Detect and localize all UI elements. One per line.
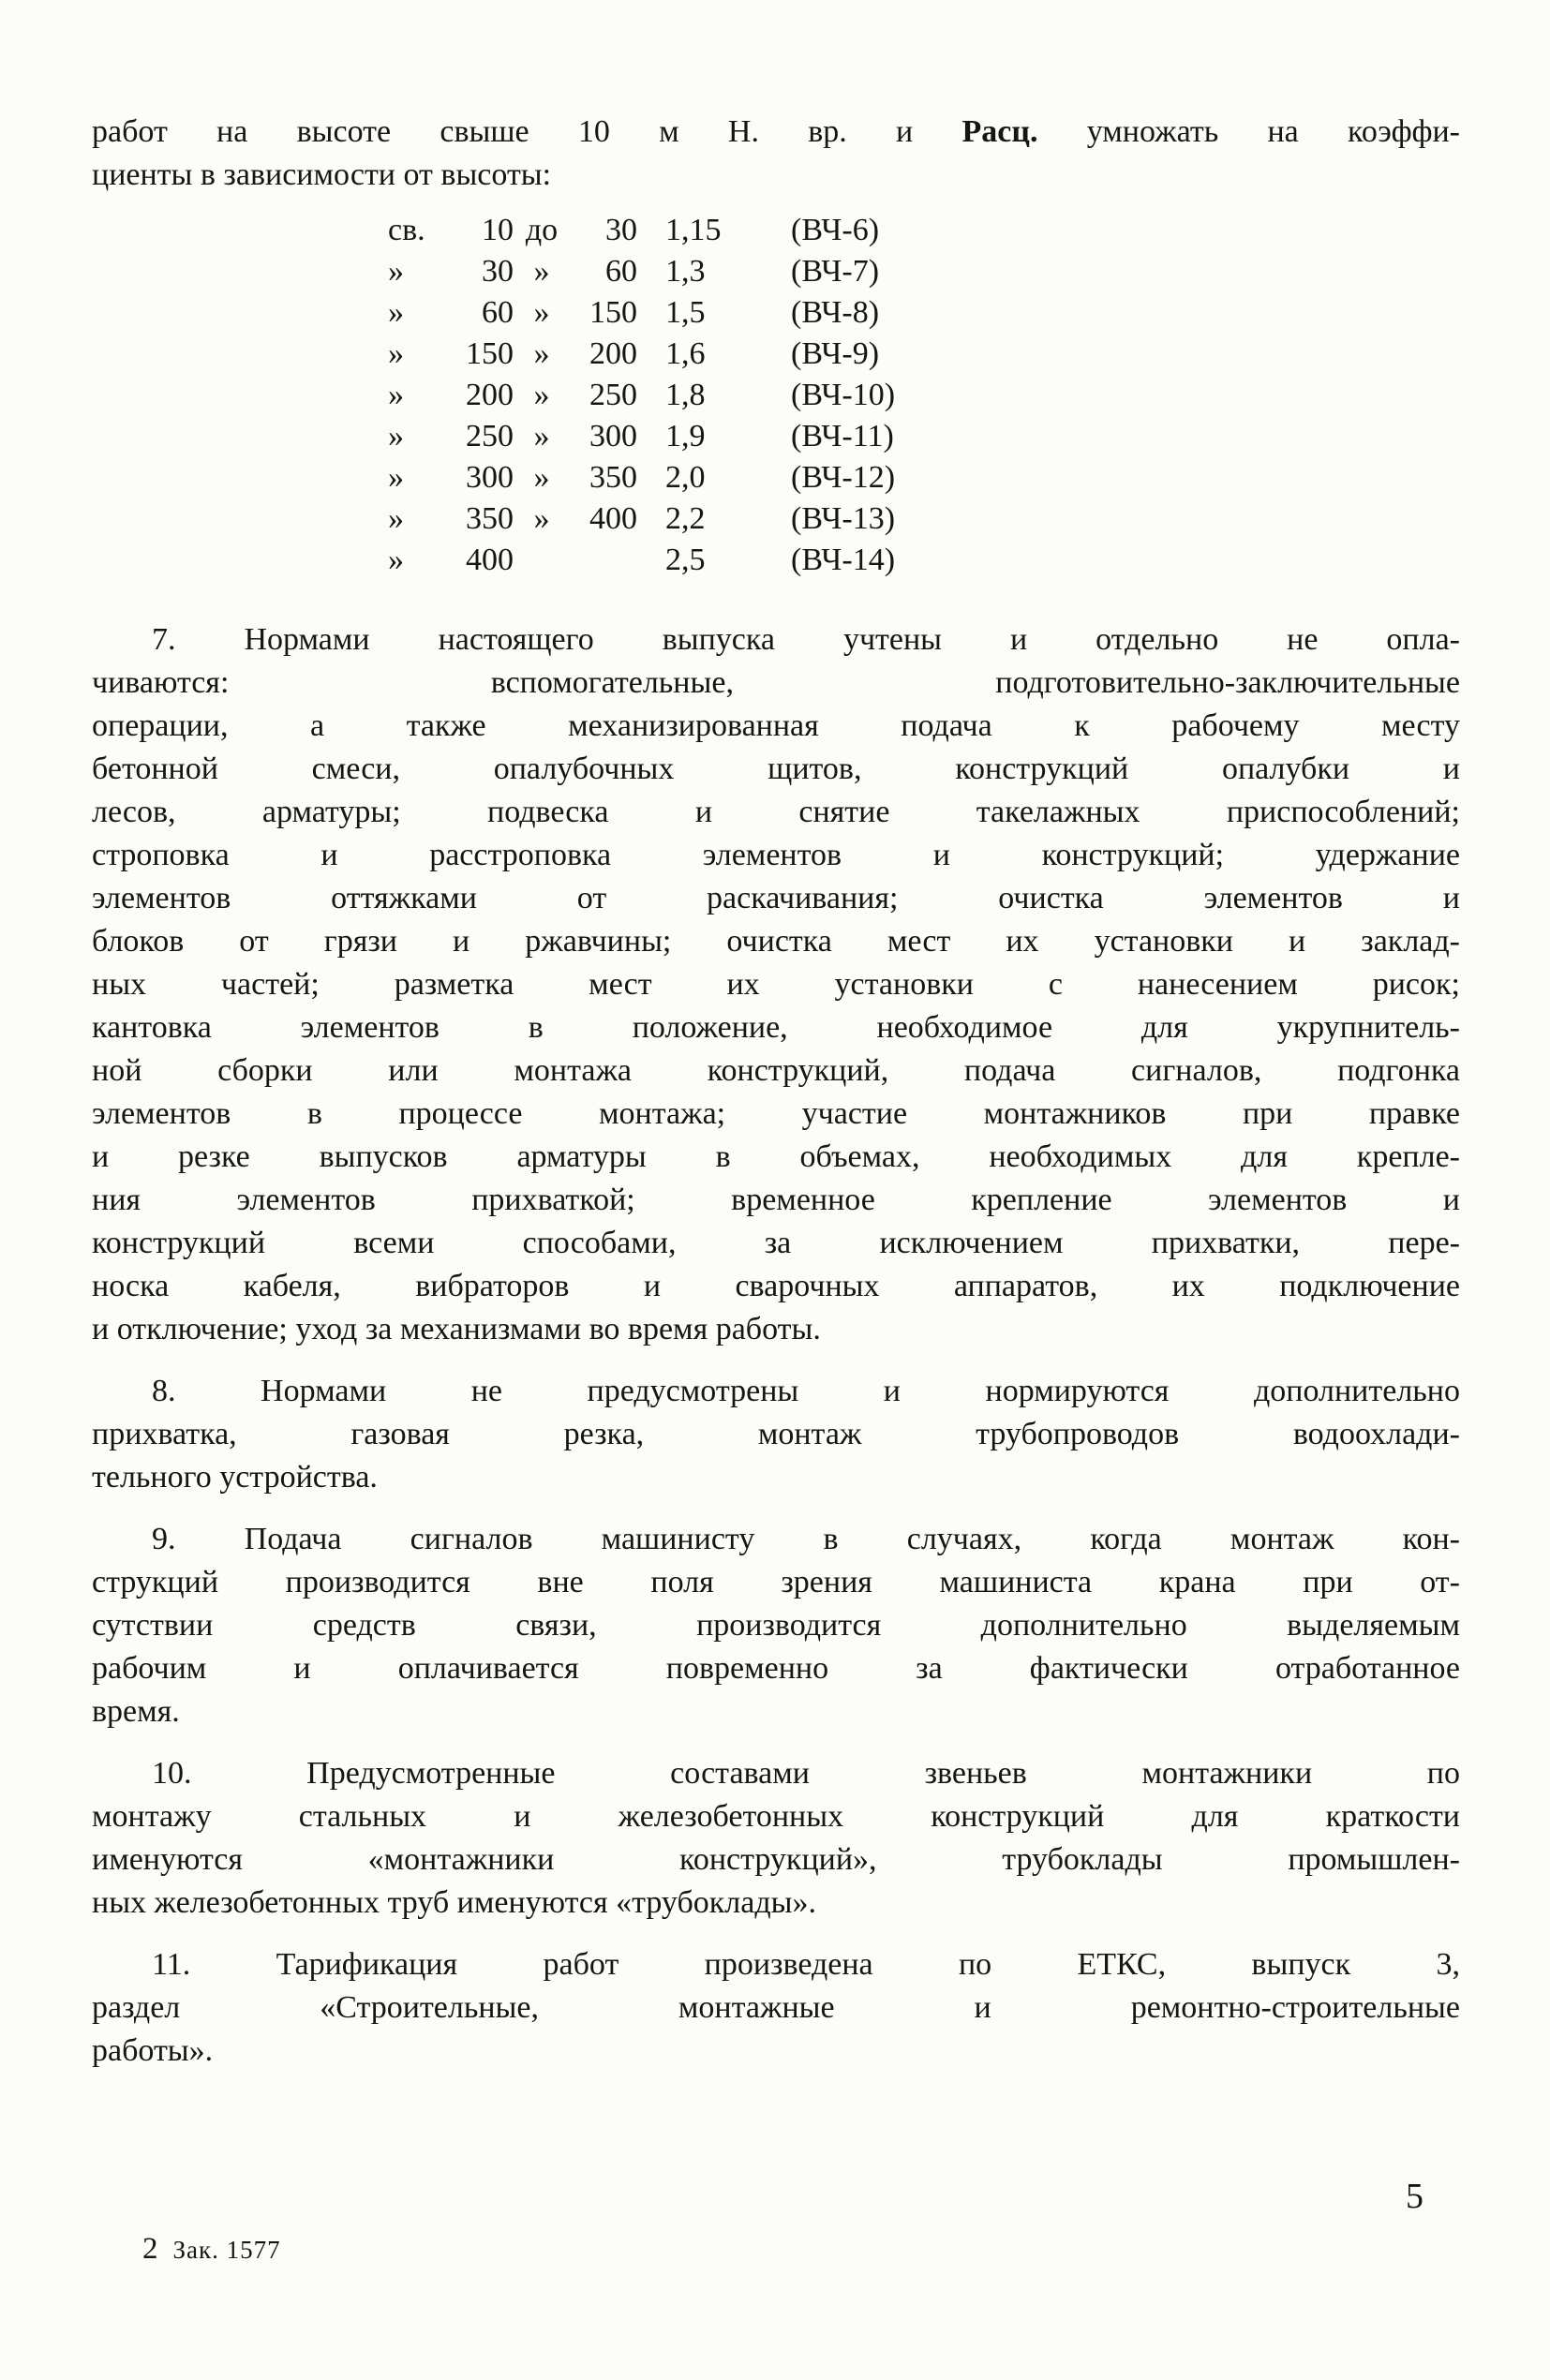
range-from-label: » xyxy=(388,295,404,330)
norm-code: (ВЧ-7) xyxy=(791,254,880,289)
coefficient-value: 1,6 xyxy=(665,336,706,371)
paragraph-line: бетонной смеси, опалубочных щитов, конструкций опалубки и xyxy=(92,751,1460,786)
norm-code: (ВЧ-10) xyxy=(791,378,896,412)
coefficient-value: 2,5 xyxy=(665,543,706,577)
range-to-value: 150 xyxy=(589,295,637,330)
range-to-value: 400 xyxy=(589,501,637,536)
paragraph-line: строповка и расстроповка элементов и конструкций; удержание xyxy=(92,838,1460,872)
range-from-label: » xyxy=(388,419,404,454)
signature-number: 2 xyxy=(142,2232,158,2266)
norm-code: (ВЧ-12) xyxy=(791,460,896,495)
coefficient-value: 2,2 xyxy=(665,501,706,536)
range-from-label: » xyxy=(388,501,404,536)
height-coefficients-table xyxy=(380,210,1460,581)
paragraph-line: 8. Нормами не предусмотрены и нормируются дополнительно xyxy=(152,1374,1460,1408)
paragraph-line: операции, а также механизированная подача к рабочему месту xyxy=(92,708,1460,743)
paragraph-line: 10. Предусмотренные составами звеньев монтажники по xyxy=(152,1756,1460,1791)
range-from-value: 30 xyxy=(482,254,514,289)
intro-line-2: циенты в зависимости от высоты: xyxy=(92,157,552,192)
range-to-label: » xyxy=(533,378,550,412)
range-from-value: 150 xyxy=(466,336,514,371)
range-to-label: до xyxy=(525,213,559,247)
paragraph-line: и резке выпусков арматуры в объемах, необходимых для крепле- xyxy=(92,1139,1460,1174)
print-order-note xyxy=(142,2232,281,2267)
range-to-value: 350 xyxy=(589,460,637,495)
range-from-value: 10 xyxy=(482,213,514,247)
range-from-value: 350 xyxy=(466,501,514,536)
paragraph-9 xyxy=(92,1518,1460,1733)
norm-code: (ВЧ-9) xyxy=(791,336,880,371)
coefficient-row xyxy=(380,210,1460,251)
coefficient-value: 1,5 xyxy=(665,295,706,330)
coefficient-row xyxy=(380,498,1460,540)
range-to-value: 30 xyxy=(605,213,637,247)
paragraph-line: работы». xyxy=(92,2033,214,2068)
range-to-label: » xyxy=(533,295,550,330)
page-number: 5 xyxy=(1406,2177,1423,2216)
paragraph-line: ной сборки или монтажа конструкций, подача сигналов, подгонка xyxy=(92,1053,1460,1088)
paragraph-line: блоков от грязи и ржавчины; очистка мест их установки и заклад- xyxy=(92,924,1460,959)
range-from-label: » xyxy=(388,543,404,577)
intro-text-start: работ на высоте свыше 10 м Н. вр. и xyxy=(92,114,914,149)
range-to-value: 300 xyxy=(589,419,637,454)
range-to-label: » xyxy=(533,336,550,371)
paragraph-line: ния элементов прихваткой; временное крепление элементов и xyxy=(92,1183,1460,1217)
norm-code: (ВЧ-14) xyxy=(791,543,896,577)
paragraph-line: сутствии средств связи, производится дополнительно выделяемым xyxy=(92,1608,1460,1643)
range-from-value: 400 xyxy=(466,543,514,577)
paragraph-line: именуются «монтажники конструкций», трубоклады промышлен- xyxy=(92,1842,1460,1877)
range-from-label: » xyxy=(388,336,404,371)
paragraph-line: элементов оттяжками от раскачивания; очистка элементов и xyxy=(92,881,1460,915)
paragraph-line: 9. Подача сигналов машинисту в случаях, когда монтаж кон- xyxy=(152,1522,1460,1556)
paragraph-line: лесов, арматуры; подвеска и снятие такелажных приспособлений; xyxy=(92,795,1460,829)
paragraph-10 xyxy=(92,1752,1460,1925)
range-from-label: » xyxy=(388,460,404,495)
norm-code: (ВЧ-8) xyxy=(791,295,880,330)
paragraph-line: ных частей; разметка мест их установки с нанесением рисок; xyxy=(92,967,1460,1002)
range-from-value: 60 xyxy=(482,295,514,330)
paragraph-line: монтажу стальных и железобетонных конструкций для краткости xyxy=(92,1799,1460,1834)
paragraph-8 xyxy=(92,1370,1460,1499)
paragraph-line: раздел «Строительные, монтажные и ремонтно-строительные xyxy=(92,1990,1460,2025)
intro-text-end: умножать на коэффи- xyxy=(1086,114,1461,149)
intro-paragraph xyxy=(92,111,1460,197)
range-to-label: » xyxy=(533,460,550,495)
coefficient-value: 1,15 xyxy=(665,213,722,247)
paragraph-line: кантовка элементов в положение, необходимое для укрупнитель- xyxy=(92,1010,1460,1045)
coefficient-value: 1,8 xyxy=(665,378,706,412)
paragraph-line: и отключение; уход за механизмами во время работы. xyxy=(92,1312,821,1346)
range-from-label: » xyxy=(388,254,404,289)
paragraph-line: элементов в процессе монтажа; участие монтажников при правке xyxy=(92,1096,1460,1131)
range-to-value: 200 xyxy=(589,336,637,371)
coefficient-row xyxy=(380,251,1460,292)
paragraph-line: тельного устройства. xyxy=(92,1460,378,1495)
coefficient-row xyxy=(380,334,1460,375)
range-to-value: 60 xyxy=(605,254,637,289)
range-to-label: » xyxy=(533,254,550,289)
range-from-label: св. xyxy=(388,213,425,247)
range-to-label: » xyxy=(533,419,550,454)
coefficient-row xyxy=(380,375,1460,416)
paragraph-line: 7. Нормами настоящего выпуска учтены и отдельно не опла- xyxy=(152,622,1460,657)
coefficient-row xyxy=(380,292,1460,334)
paragraph-line: конструкций всеми способами, за исключением прихватки, пере- xyxy=(92,1226,1460,1260)
coefficient-value: 1,9 xyxy=(665,419,706,454)
paragraph-line: струкций производится вне поля зрения машиниста крана при от- xyxy=(92,1565,1460,1599)
intro-bold-abbreviation: Расц. xyxy=(961,114,1038,149)
coefficient-row xyxy=(380,416,1460,457)
paragraph-line: 11. Тарификация работ произведена по ЕТКС, выпуск 3, xyxy=(152,1947,1460,1982)
norm-code: (ВЧ-6) xyxy=(791,213,880,247)
paragraph-line: чиваются: вспомогательные, подготовительно-заключительные xyxy=(92,665,1460,700)
range-from-value: 200 xyxy=(466,378,514,412)
norm-code: (ВЧ-13) xyxy=(791,501,896,536)
range-to-value: 250 xyxy=(589,378,637,412)
paragraph-line: носка кабеля, вибраторов и сварочных аппаратов, их подключение xyxy=(92,1269,1460,1303)
coefficient-row xyxy=(380,540,1460,581)
order-number: Зак. 1577 xyxy=(172,2236,281,2264)
paragraph-line: время. xyxy=(92,1694,180,1729)
paragraph-line: рабочим и оплачивается повременно за фактически отработанное xyxy=(92,1651,1460,1686)
paragraph-7 xyxy=(92,618,1460,1351)
range-from-value: 300 xyxy=(466,460,514,495)
paragraph-line: ных железобетонных труб именуются «трубоклады». xyxy=(92,1885,816,1920)
paragraph-line: прихватка, газовая резка, монтаж трубопроводов водоохлади- xyxy=(92,1417,1460,1451)
coefficient-value: 1,3 xyxy=(665,254,706,289)
intro-line-1 xyxy=(92,111,1460,154)
norm-code: (ВЧ-11) xyxy=(791,419,894,454)
range-from-label: » xyxy=(388,378,404,412)
range-from-value: 250 xyxy=(466,419,514,454)
paragraph-11 xyxy=(92,1943,1460,2073)
coefficient-row xyxy=(380,457,1460,498)
range-to-label: » xyxy=(533,501,550,536)
coefficient-value: 2,0 xyxy=(665,460,706,495)
